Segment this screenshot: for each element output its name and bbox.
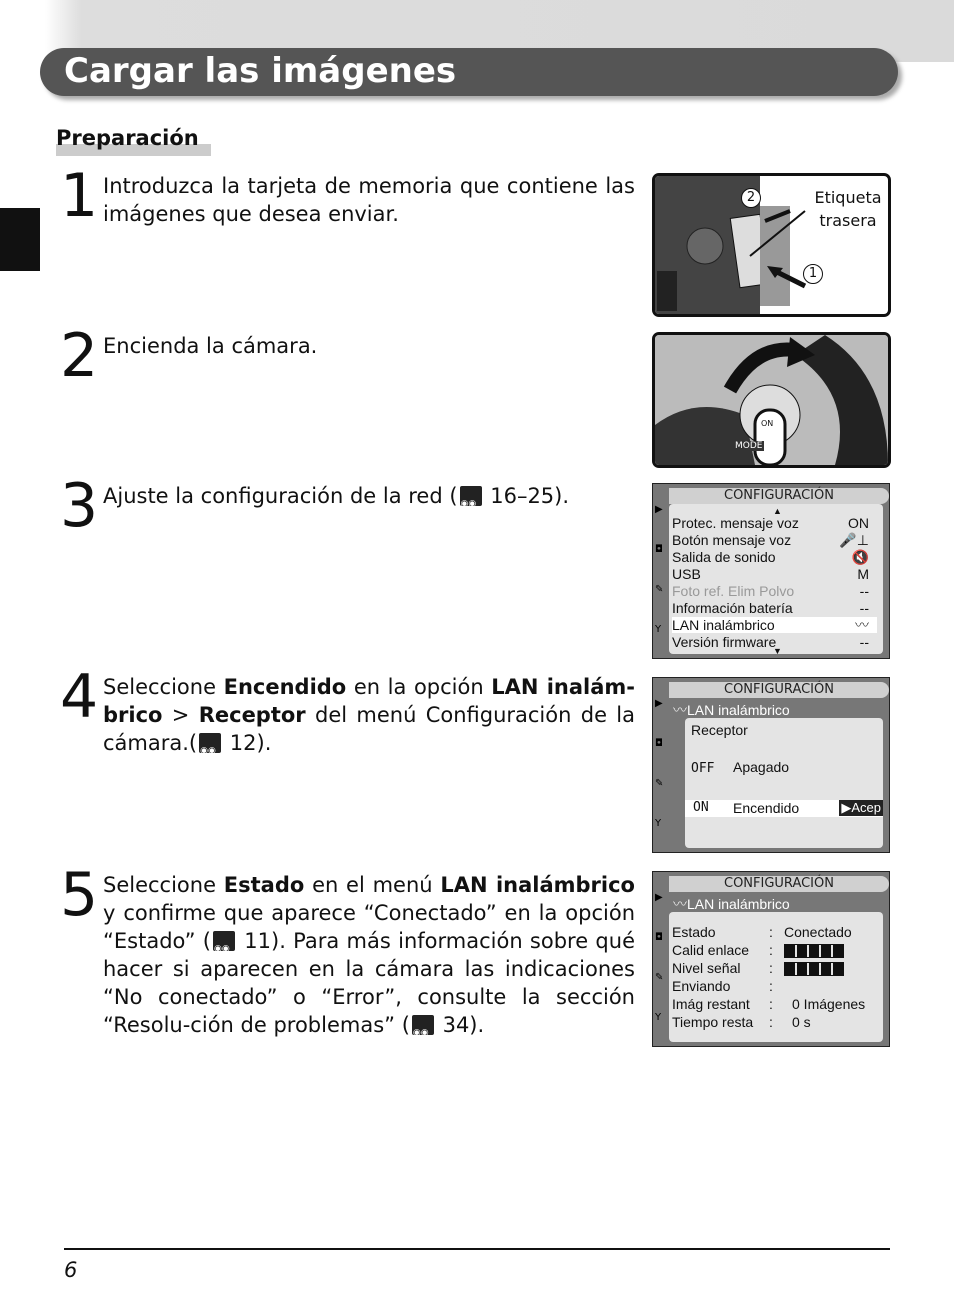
playback-icon: ▶ bbox=[655, 698, 663, 709]
playback-icon: ▶ bbox=[655, 504, 663, 515]
step-number: 5 bbox=[60, 860, 99, 930]
wrench-icon: Y bbox=[655, 1012, 662, 1023]
step-number: 3 bbox=[60, 471, 99, 541]
option-on-selected[interactable]: ON Encendido ▶Acep bbox=[685, 800, 883, 817]
status-row: Imág restant : 0 Imágenes bbox=[672, 996, 866, 1012]
page-title: Cargar las imágenes bbox=[64, 51, 457, 91]
menu-header: CONFIGURACIÓN bbox=[669, 488, 889, 504]
step-text: Encienda la cámara. bbox=[103, 334, 318, 358]
status-row: Estado : Conectado bbox=[672, 924, 852, 940]
camera-icon: ◘ bbox=[655, 932, 663, 943]
wrench-icon: Y bbox=[655, 624, 662, 635]
menu-item[interactable]: Información batería -- bbox=[672, 600, 869, 616]
on-label: ON bbox=[761, 419, 774, 428]
menu-item-disabled: Foto ref. Elim Polvo -- bbox=[672, 583, 869, 599]
section-heading: Preparación bbox=[56, 126, 199, 150]
menu-icons bbox=[653, 678, 669, 852]
scroll-up-icon: ▲ bbox=[773, 506, 782, 516]
status-row: Nivel señal : bbox=[672, 960, 877, 976]
playback-icon: ▶ bbox=[655, 892, 663, 903]
receiver-panel bbox=[685, 718, 883, 848]
menu-header: CONFIGURACIÓN bbox=[669, 876, 889, 892]
scroll-down-icon: ▼ bbox=[773, 646, 782, 656]
menu-item[interactable]: Salida de sonido 🔇 bbox=[672, 549, 869, 565]
menu-item[interactable]: Versión firmware -- bbox=[672, 634, 869, 650]
step-number: 2 bbox=[60, 321, 99, 391]
pencil-icon: ✎ bbox=[655, 778, 664, 789]
menu-item[interactable]: Botón mensaje voz 🎤⊥ bbox=[672, 532, 869, 548]
status-row: Tiempo resta : 0 s bbox=[672, 1014, 811, 1030]
step-number: 4 bbox=[60, 662, 99, 732]
receiver-title: Receptor bbox=[691, 722, 748, 738]
signal-strength-meter bbox=[784, 962, 844, 976]
setup-menu-screen bbox=[652, 483, 890, 659]
step-text: Seleccione Estado en el menú LAN inalámbrico y confirme que aparece “Conectado” en la opción “Estado” (◉◉ 11). Para más información sobre qué hacer si aparecen en la cámara las indicaciones “No conectado” o “Error”, consulte la sección “Resolu-ción de problemas” (◉◉ 34). bbox=[103, 871, 635, 1039]
page-number: 6 bbox=[64, 1258, 78, 1282]
menu-header: CONFIGURACIÓN bbox=[669, 682, 889, 698]
wrench-icon: Y bbox=[655, 818, 662, 829]
menu-item[interactable]: Protec. mensaje voz ON bbox=[672, 515, 869, 531]
section-tab bbox=[0, 208, 40, 271]
step-text: Seleccione Encendido en la opción LAN inalám-brico > Receptor del menú Configuración de la cámara.(◉◉ 12). bbox=[103, 673, 635, 757]
footer-rule bbox=[64, 1248, 890, 1250]
accept-button[interactable]: ▶Acep bbox=[841, 800, 881, 815]
link-quality-meter bbox=[784, 944, 844, 958]
camera-icon: ◘ bbox=[655, 544, 663, 555]
callout-2: 2 bbox=[741, 188, 761, 208]
callout-1: 1 bbox=[803, 264, 823, 284]
submenu-title: 〰LAN inalámbrico bbox=[673, 896, 790, 912]
page-reference-icon bbox=[460, 486, 482, 506]
status-panel bbox=[669, 912, 883, 1042]
title-bar bbox=[40, 48, 898, 96]
camera-icon: ◘ bbox=[655, 738, 663, 749]
camera-top-illustration bbox=[655, 335, 888, 465]
status-row: Calid enlace : bbox=[672, 942, 877, 958]
menu-icons bbox=[653, 872, 669, 1046]
label-rear-tag: Etiqueta trasera bbox=[814, 188, 882, 230]
pencil-icon: ✎ bbox=[655, 584, 664, 595]
menu-item-selected[interactable]: LAN inalámbrico 〰 bbox=[672, 617, 877, 633]
menu-list bbox=[669, 504, 883, 654]
page-reference-icon bbox=[199, 733, 221, 753]
mode-label: MODE bbox=[735, 441, 763, 451]
memory-card-figure bbox=[652, 173, 891, 317]
menu-icons bbox=[653, 484, 669, 658]
step-number: 1 bbox=[60, 161, 99, 231]
page-reference-icon bbox=[412, 1015, 434, 1035]
page-reference-icon bbox=[213, 931, 235, 951]
pencil-icon: ✎ bbox=[655, 972, 664, 983]
wireless-icon: 〰 bbox=[673, 702, 687, 718]
status-row: Enviando : bbox=[672, 978, 773, 994]
receiver-screen bbox=[652, 677, 890, 853]
menu-item[interactable]: USB M bbox=[672, 566, 869, 582]
submenu-title: 〰LAN inalámbrico bbox=[673, 702, 790, 718]
option-off[interactable]: OFF Apagado bbox=[691, 759, 790, 776]
status-screen bbox=[652, 871, 890, 1047]
wireless-icon: 〰 bbox=[673, 896, 687, 912]
step-text: Ajuste la configuración de la red (◉◉ 16–25). bbox=[103, 482, 635, 510]
power-switch-figure bbox=[652, 332, 891, 468]
step-text: Introduzca la tarjeta de memoria que contiene las imágenes que desea enviar. bbox=[103, 174, 635, 226]
